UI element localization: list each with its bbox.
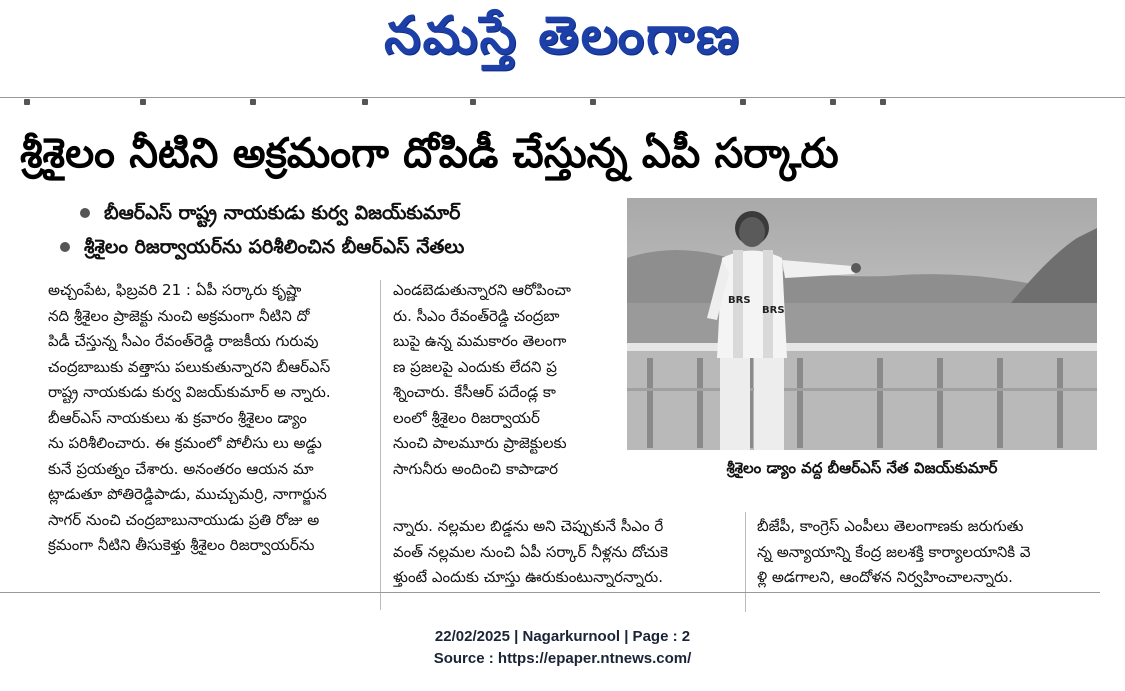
svg-text:BRS: BRS	[762, 305, 785, 316]
article-line: ఎండబెడుతున్నారని ఆరోపించా	[393, 281, 571, 299]
article-line: ట్లాడుతూ పోతిరెడ్డిపాడు, ముచ్చుమర్రి, నాగార్జున	[48, 485, 327, 503]
article-line: రు. సీఎం రేవంత్‌రెడ్డి చంద్రబా	[393, 306, 560, 325]
column-divider	[745, 512, 746, 612]
article-line: రాష్ట్ర నాయకుడు కుర్వ విజయ్‌కుమార్ అ న్నారు.	[48, 383, 331, 401]
article-line: పిడీ చేస్తున్న సీఎం రేవంత్‌రెడ్డి రాజకీయ గురువు	[48, 332, 319, 350]
article-column-2	[393, 278, 618, 482]
article-line: నది శ్రీశైలం ప్రాజెక్టు నుంచి అక్రమంగా నీటిని దో	[48, 306, 310, 325]
subheadline-text: శ్రీశైలం రిజర్వాయర్‌ను పరిశీలించిన బీఆర్‌ఎస్ నేతలు	[84, 236, 465, 258]
article-line: సాగునీరు అందించి కాపాడార	[393, 459, 559, 478]
photo-caption: శ్రీశైలం డ్యాం వద్ద బీఆర్‌ఎస్ నేత విజయ్‌కుమార్	[726, 459, 998, 477]
article-line: ణ ప్రజలపై ఎందుకు లేదని ప్ర	[393, 357, 557, 376]
footer-date-edition: 22/02/2025 | Nagarkurnool | Page : 2	[434, 628, 691, 645]
article-line: బీజేపీ, కాంగ్రెస్ ఎంపీలు తెలంగాణకు జరుగుతు	[757, 517, 1024, 535]
article-line: సాగర్ నుంచి చంద్రబాబునాయుడు ప్రతి రోజు అ	[48, 510, 320, 529]
footer-source: Source : https://epaper.ntnews.com/	[433, 650, 692, 667]
badge-text: BRS	[728, 295, 751, 306]
article-line: ళ్తుంటే ఎందుకు చూస్తు ఊరుకుంటున్నారన్నారు.	[393, 568, 663, 586]
bullet-icon	[60, 242, 70, 252]
article-line: కునే ప్రయత్నం చేశారు. అనంతరం ఆయన మా	[48, 459, 314, 478]
article-column-3	[757, 514, 1097, 591]
subheadline-item	[80, 196, 620, 230]
article-line: న్నారు. నల్లమల బిడ్డను అని చెప్పుకునే సీఎం రే	[393, 517, 664, 535]
bullet-icon	[80, 208, 90, 218]
article-line: వంత్ నల్లమల నుంచి ఏపీ సర్కార్ నీళ్లను దోచుకె	[393, 542, 668, 561]
article-line: లంలో శ్రీశైలం రిజర్వాయర్	[393, 408, 540, 427]
article-line: ను పరిశీలించారు. ఈ క్రమంలో పోలీసు లు అడ్డు	[48, 434, 322, 452]
subheadline-list	[80, 196, 620, 264]
clipping-bottom-edge	[0, 592, 1100, 593]
footer	[0, 626, 1125, 670]
clipping-edge	[0, 97, 1125, 108]
article-line: ళ్లి అడగాలని, ఆందోళన నిర్వహించాలన్నారు.	[757, 568, 1013, 586]
article-line: శ్నించారు. కేసీఆర్ పదేండ్ల కా	[393, 383, 556, 401]
article-line: నుంచి పాలమూరు ప్రాజెక్టులకు	[393, 434, 567, 452]
column-divider	[380, 280, 381, 610]
masthead	[0, 0, 1125, 78]
article-photo	[627, 198, 1097, 450]
subheadline-item	[60, 230, 620, 264]
article-line: చంద్రబాబుకు వత్తాసు పలుకుతున్నారని బీఆర్‌ఎస్	[48, 357, 331, 376]
article-line: బీఆర్‌ఎస్ నాయకులు శు క్రవారం శ్రీశైలం డ్యాం	[48, 408, 307, 427]
article-line: బుపై ఉన్న మమకారం తెలంగా	[393, 332, 567, 350]
article-headline: శ్రీశైలం నీటిని అక్రమంగా దోపిడీ చేస్తున్న ఏపీ సర్కారు	[20, 129, 839, 177]
article-line: అచ్చంపేట, ఫిబ్రవరి 21 : ఏపీ సర్కారు కృష్ణా	[48, 281, 302, 299]
masthead-logo: నమస్తే తెలంగాణ	[384, 6, 741, 66]
article-line: క్రమంగా నీటిని తీసుకెళ్తు శ్రీశైలం రిజర్వాయర్‌ను	[48, 536, 315, 554]
article-column-1	[48, 278, 368, 559]
subheadline-text: బీఆర్‌ఎస్ రాష్ట్ర నాయకుడు కుర్వ విజయ్‌కుమార్	[104, 202, 461, 224]
article-column-2-continued	[393, 514, 738, 591]
article-line: న్న అన్యాయాన్ని కేంద్ర జలశక్తి కార్యాలయానికి వె	[757, 542, 1031, 561]
dam-photo-illustration	[627, 198, 1097, 450]
